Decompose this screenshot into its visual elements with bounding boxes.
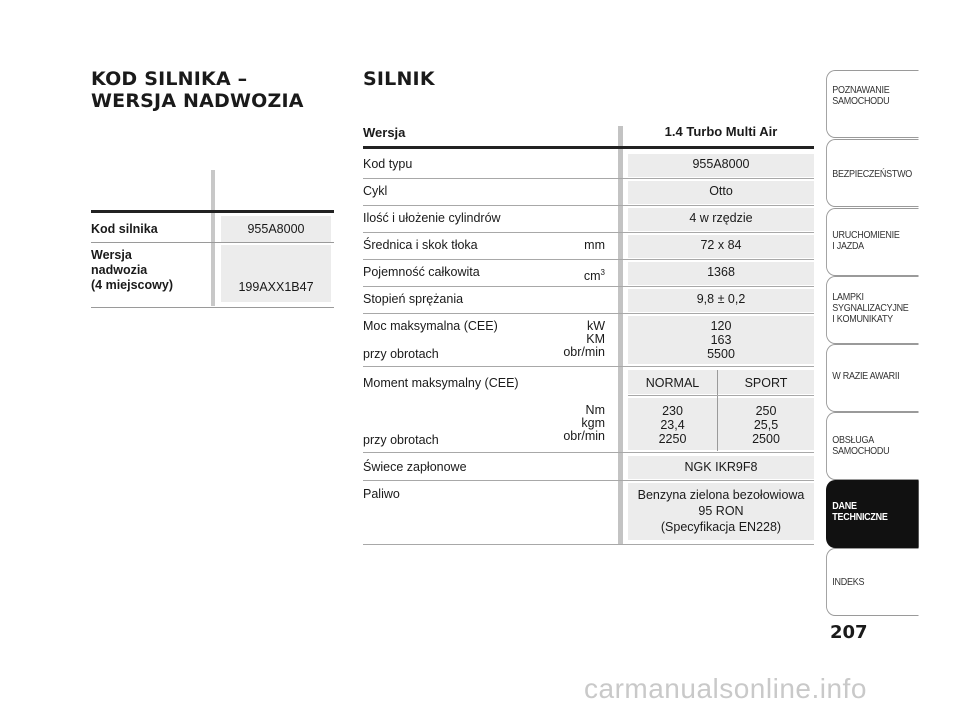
torque-sport-values: 250 25,5 2500 — [752, 404, 780, 446]
column-divider — [211, 170, 215, 306]
engine-code-value: 955A8000 — [247, 222, 305, 236]
bore-stroke-value: 72 x 84 — [700, 238, 742, 252]
torque-normal-values: 230 23,4 2250 — [658, 404, 687, 446]
column-divider — [618, 126, 623, 545]
displacement-unit: $cm^3$ — [583, 268, 605, 283]
cylinders-label: Ilość i ułożenie cylindrów — [363, 211, 501, 225]
power-values: 120 163 5500 — [707, 319, 735, 361]
engine-spec-table — [363, 120, 814, 550]
spark-plugs-value: NGK IKR9F8 — [684, 460, 758, 474]
tab-uruchomienie-i-jazda[interactable]: URUCHOMIENIE I JAZDA — [826, 208, 919, 276]
watermark: carmanualsonline.info — [584, 673, 867, 704]
bore-stroke-unit: mm — [584, 238, 605, 252]
cycle-label: Cykl — [363, 184, 388, 198]
version-header-label: Wersja — [363, 125, 406, 140]
bore-stroke-label: Średnica i skok tłoka — [363, 238, 478, 252]
engine-code-label: Kod silnika — [91, 222, 158, 236]
engine-code-table — [91, 170, 334, 310]
cylinders-value: 4 w rzędzie — [689, 211, 753, 225]
page-number: 207 — [830, 622, 868, 643]
engine-section-title: SILNIK — [363, 68, 435, 90]
torque-rpm-label: przy obrotach — [363, 433, 439, 447]
tab-dane-techniczne[interactable]: DANE TECHNICZNE — [826, 480, 919, 548]
spark-plugs-label: Świece zapłonowe — [363, 460, 467, 474]
displacement-value: 1368 — [707, 265, 735, 279]
torque-units: Nm kgm obr/min — [563, 403, 605, 443]
torque-sport-header: SPORT — [744, 376, 788, 390]
tab-w-razie-awarii[interactable]: W RAZIE AWARII — [826, 344, 919, 412]
fuel-label: Paliwo — [363, 487, 400, 501]
table-top-rule — [363, 146, 814, 149]
table-top-rule — [91, 210, 334, 213]
engine-type-label: Kod typu — [363, 157, 413, 171]
tab-bezpieczenstwo[interactable]: BEZPIECZEŃSTWO — [826, 139, 919, 207]
compression-label: Stopień sprężania — [363, 292, 464, 306]
torque-normal-header: NORMAL — [645, 376, 700, 390]
power-rpm-label: przy obrotach — [363, 347, 439, 361]
version-header-value: 1.4 Turbo Multi Air — [664, 124, 778, 139]
max-power-label: Moc maksymalna (CEE) — [363, 319, 498, 333]
body-version-value: 199AXX1B47 — [238, 280, 314, 294]
body-version-label: Wersja nadwozia (4 miejscowy) — [91, 248, 173, 292]
power-units: kW KM obr/min — [563, 319, 605, 359]
tab-indeks[interactable]: INDEKS — [826, 548, 919, 616]
left-section-title: KOD SILNIKA – WERSJA NADWOZIA — [91, 68, 304, 112]
tab-lampki-sygnalizacyjne[interactable]: LAMPKI SYGNALIZACYJNE I KOMUNIKATY — [826, 276, 919, 344]
compression-value: 9,8 ± 0,2 — [696, 292, 746, 306]
tab-poznawanie-samochodu[interactable]: POZNAWANIE SAMOCHODU — [826, 70, 919, 138]
max-torque-label: Moment maksymalny (CEE) — [363, 376, 519, 390]
displacement-label: Pojemność całkowita — [363, 265, 480, 279]
tab-obsluga-samochodu[interactable]: OBSŁUGA SAMOCHODU — [826, 412, 919, 480]
engine-type-value: 955A8000 — [692, 157, 750, 171]
fuel-value: Benzyna zielona bezołowiowa 95 RON (Specyfikacja EN228) — [637, 488, 805, 534]
cycle-value: Otto — [709, 184, 733, 198]
